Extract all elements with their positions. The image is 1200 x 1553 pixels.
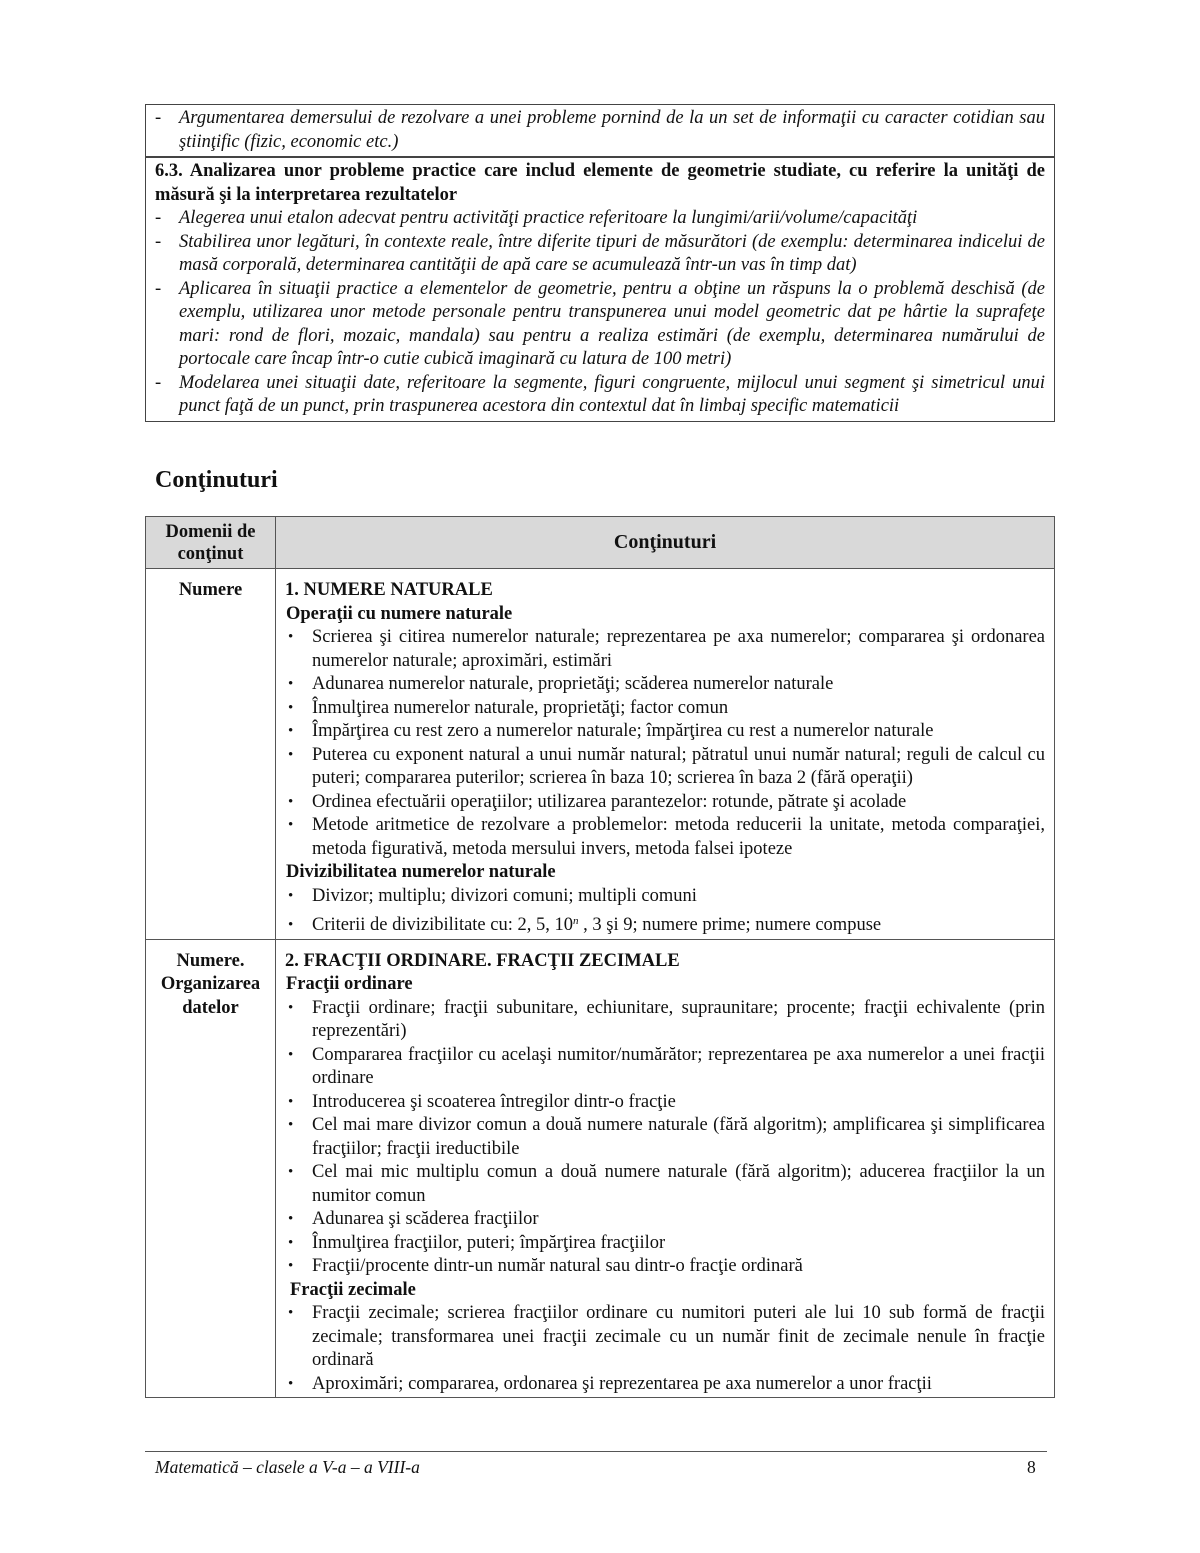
dash-icon: - [155, 278, 162, 299]
bullet-icon: • [288, 817, 294, 833]
activity-item: - Stabilirea unor legături, în contexte reale, între diferite tipuri de măsurători (de exemplu: determinarea indicelui de masă corporală, determinarea cantităţii de apă care se acumulează într-un vas în timp dat) [155, 231, 1045, 278]
bullet-icon: • [288, 1234, 294, 1251]
bullet-list [285, 626, 1045, 861]
list-item: • Împărţirea cu rest zero a numerelor naturale; împărţirea cu rest a numerelor naturale [285, 720, 1045, 744]
criteria-text [312, 914, 1045, 938]
criteria-after: , 3 şi 9; numere prime; numere compuse [578, 915, 882, 935]
content-cell [276, 939, 1055, 1398]
table-header-row [146, 517, 1055, 569]
bullet-icon: • [288, 917, 294, 933]
activity-item: - Modelarea unei situaţii date, referitoare la segmente, figuri congruente, mijlocul unui segment şi simetricul unui punct faţă de un punct, prin traspunerea acestora din contextul dat în limbaj specific matematicii [155, 372, 1045, 419]
bullet-icon: • [288, 746, 294, 763]
footer-title: Matematică – clasele a V-a – a VIII-a [155, 1457, 420, 1477]
content-cell [276, 569, 1055, 940]
domain-cell: Numere. Organizarea datelor [146, 939, 276, 1398]
unit-title [285, 579, 1045, 603]
dash-icon: - [155, 372, 162, 393]
list-item: • Înmulţirea fracţiilor, puteri; împărţirea fracţiilor [285, 1232, 1045, 1256]
table-row [146, 939, 1055, 1398]
bullet-icon: • [288, 1375, 294, 1392]
competency-cell-6-2-end [146, 105, 1054, 156]
bullet-list [285, 997, 1045, 1279]
dash-icon: - [155, 208, 162, 228]
bullet-icon: • [288, 629, 294, 645]
page-number: 8 [1027, 1457, 1036, 1477]
bullet-icon: • [288, 1093, 294, 1110]
contents-table [145, 516, 1055, 1398]
competency-cell-6-3 [146, 156, 1054, 421]
group-heading: Divizibilitatea numerelor naturale [286, 862, 556, 882]
footer-divider [145, 1451, 1047, 1452]
dash-icon: - [155, 108, 162, 128]
bullet-icon: • [288, 1305, 294, 1321]
list-item: • Compararea fracţiilor cu acelaşi numitor/numărător; reprezentarea pe axa numerelor a unei fracţii ordinare [285, 1044, 1045, 1091]
bullet-icon: • [288, 1258, 294, 1274]
list-item: • Divizor; multiplu; divizori comuni; multipli comuni [285, 885, 1045, 909]
list-item-divisibility-criteria [285, 914, 1045, 938]
list-item: • Adunarea numerelor naturale, proprietăţi; scăderea numerelor naturale [285, 673, 1045, 697]
unit-title-text: 1. NUMERE NATURALE [285, 580, 493, 600]
bullet-list [285, 1302, 1045, 1396]
section-title: Conţinuturi [155, 467, 278, 493]
list-item: • Scrierea şi citirea numerelor naturale; reprezentarea pe axa numerelor; compararea şi ordonarea numerelor naturale; aproximări, estimări [285, 626, 1045, 673]
bullet-icon: • [288, 1211, 294, 1227]
list-item: • Înmulţirea numerelor naturale, proprietăţi; factor comun [285, 697, 1045, 721]
header-content: Conţinuturi [276, 517, 1055, 569]
dash-icon: - [155, 231, 162, 252]
bullet-icon: • [288, 699, 294, 716]
activity-item: - Aplicarea în situaţii practice a elementelor de geometrie, pentru a obţine un răspuns la o problemă deschisă (de exemplu, utilizarea unor metode personale pentru transpunerea unui model geometric dat pe hârtie la suprafeţe mari: rond de flori, mozaic, mandala) sau pentru a realiza estimări (de exemplu, determinarea numărului de portocale care încap într-o cutie cubică imaginară cu latura de 100 metri) [155, 278, 1045, 372]
list-item: • Metode aritmetice de rezolvare a problemelor: metoda reducerii la unitate, metoda comparaţiei, metoda figurativă, metoda mersului invers, metoda falsei ipoteze [285, 814, 1045, 861]
bullet-icon: • [288, 723, 294, 739]
list-item: • Ordinea efectuării operaţiilor; utilizarea parantezelor: rotunde, pătrate şi acolade [285, 791, 1045, 815]
criteria-before: Criterii de divizibilitate cu: 2, 5, 10 [312, 915, 573, 935]
activity-item: - Argumentarea demersului de rezolvare a unei probleme pornind de la un set de informaţii cu caracter cotidian sau ştiinţific (fizic, economic etc.) [155, 107, 1045, 154]
group-heading: Fracţii zecimale [290, 1279, 416, 1300]
bullet-icon: • [288, 793, 294, 810]
group-heading: Fracţii ordinare [286, 974, 413, 994]
bullet-icon: • [288, 676, 294, 692]
domain-cell: Numere [146, 569, 276, 940]
bullet-icon: • [288, 887, 294, 904]
bullet-icon: • [288, 1046, 294, 1063]
list-item: • Adunarea şi scăderea fracţiilor [285, 1208, 1045, 1232]
list-item: • Introducerea şi scoaterea întregilor dintr-o fracţie [285, 1091, 1045, 1115]
list-item: • Fracţii zecimale; scrierea fracţiilor ordinare cu numitori puteri ale lui 10 sub formă de fracţii zecimale; transformarea unei fracţii zecimale cu un număr finit de zecimale nenule în fracţie ordinară [285, 1302, 1045, 1373]
table-row [146, 569, 1055, 940]
bullet-icon: • [288, 1164, 294, 1180]
group-heading: Operaţii cu numere naturale [286, 603, 513, 624]
competency-heading: 6.3. Analizarea unor probleme practice care includ elemente de geometrie studiate, cu referire la unităţi de măsură şi la interpretarea rezultatelor [155, 161, 1045, 205]
header-domain: Domenii de conţinut [146, 517, 276, 569]
bullet-list [285, 885, 1045, 938]
exponent: n [573, 915, 579, 927]
list-item: • Cel mai mic multiplu comun a două numere naturale (fără algoritm); aducerea fracţiilor la un numitor comun [285, 1161, 1045, 1208]
bullet-icon: • [288, 1117, 294, 1133]
competencies-table [145, 104, 1055, 422]
list-item: • Fracţii ordinare; fracţii subunitare, echiunitare, supraunitare; procente; fracţii echivalente (prin reprezentări) [285, 997, 1045, 1044]
unit-title: 2. FRACŢII ORDINARE. FRACŢII ZECIMALE [285, 950, 680, 971]
bullet-icon: • [288, 999, 294, 1016]
list-item: • Cel mai mare divizor comun a două numere naturale (fără algoritm); amplificarea şi simplificarea fracţiilor; fracţii ireductibile [285, 1114, 1045, 1161]
list-item: • Puterea cu exponent natural a unui număr natural; pătratul unui număr natural; reguli de calcul cu puteri; compararea puterilor; scrierea în baza 10; scrierea în baza 2 (fără operaţii) [285, 744, 1045, 791]
activity-item: - Alegerea unui etalon adecvat pentru activităţi practice referitoare la lungimi/arii/volume/capacităţi [155, 207, 1045, 231]
list-item: • Fracţii/procente dintr-un număr natural sau dintr-o fracţie ordinară [285, 1255, 1045, 1279]
list-item: • Aproximări; compararea, ordonarea şi reprezentarea pe axa numerelor a unor fracţii [285, 1373, 1045, 1397]
